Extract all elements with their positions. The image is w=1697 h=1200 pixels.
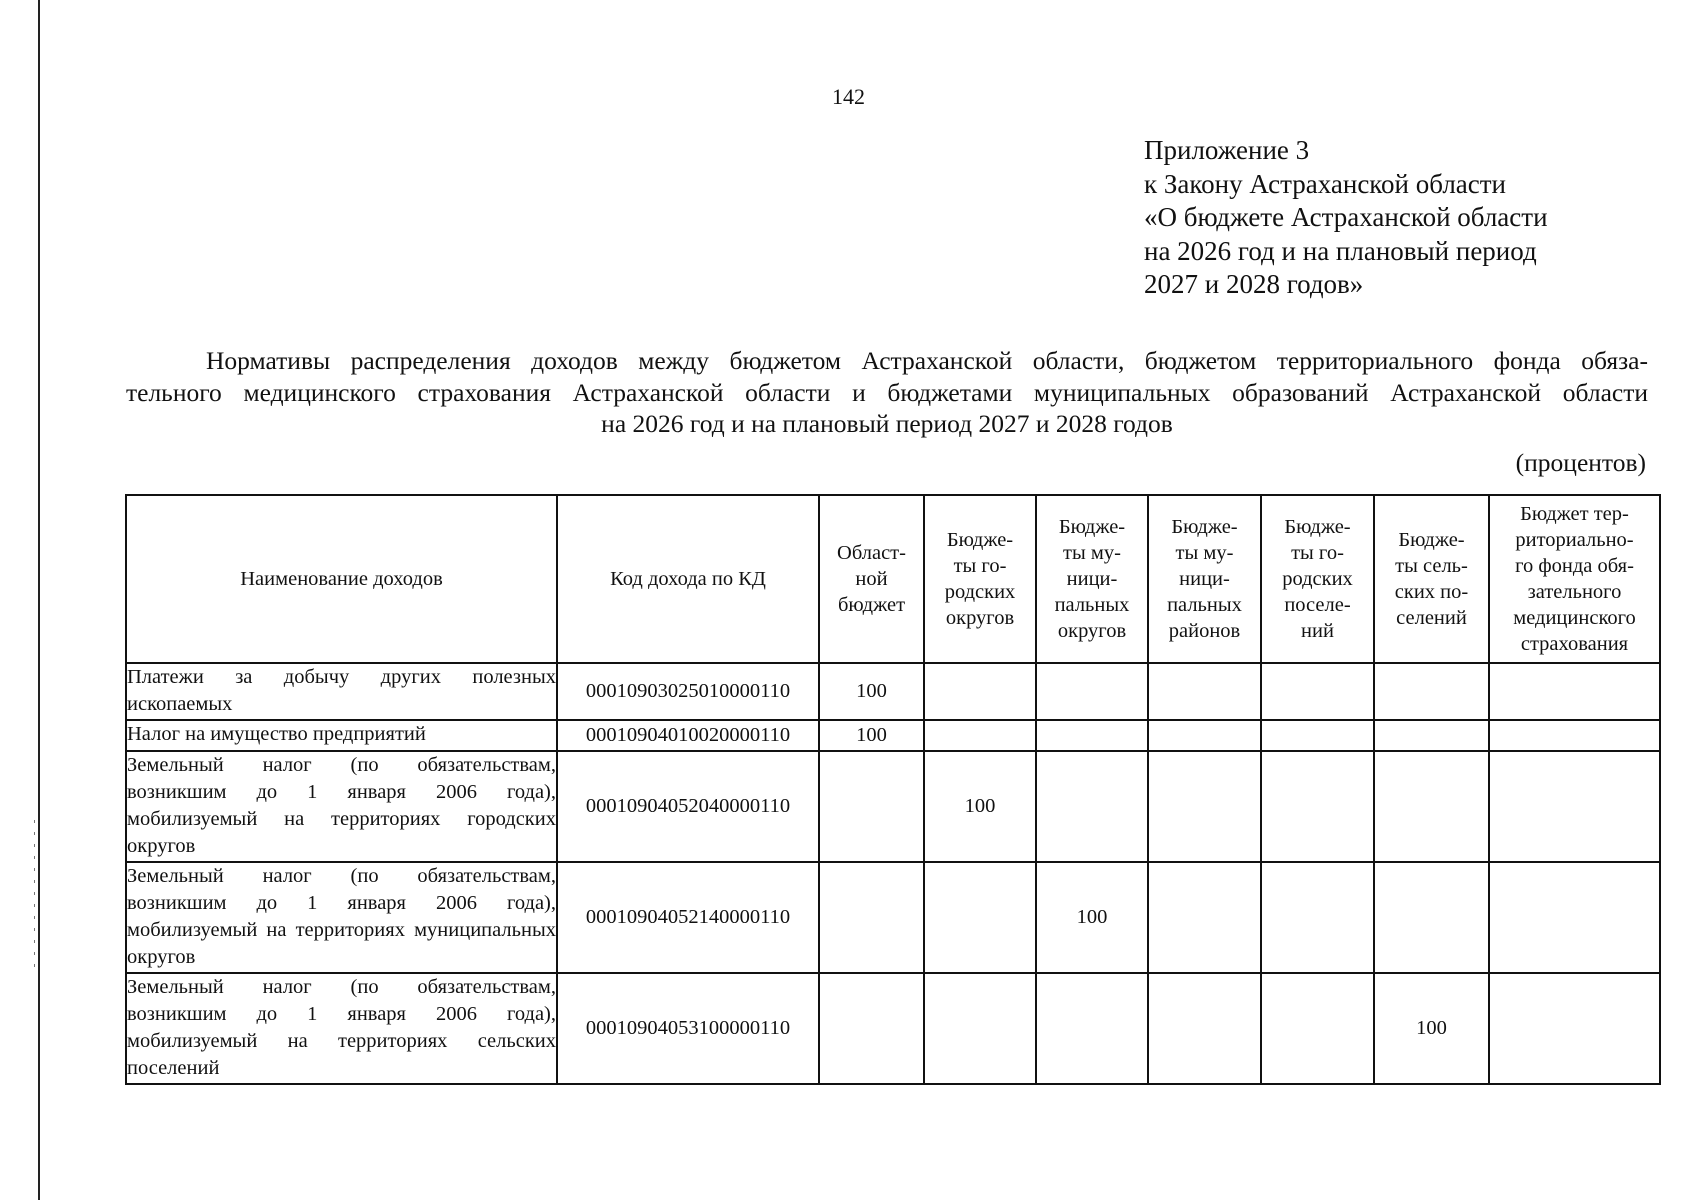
header-cell-text: Бюдже- ты го- родских поселе- ний — [1282, 516, 1353, 642]
appendix-line: к Закону Астраханской области — [1144, 168, 1507, 199]
row-value: 100 — [1374, 973, 1489, 1084]
header-city-districts — [924, 495, 1036, 663]
units-label: (процентов) — [1515, 448, 1646, 477]
row-value — [1148, 973, 1261, 1084]
row-value — [1148, 751, 1261, 862]
revenue-norms-table — [125, 494, 1661, 1085]
header-income-code — [557, 495, 819, 663]
header-cell-text: Бюдже- ты му- ници- пальных округов — [1054, 516, 1130, 642]
row-value: 100 — [1036, 862, 1148, 973]
title-line: Нормативы распределения доходов между бюджетом Астраханской области, бюджетом территориального фонда обяза- — [206, 346, 1648, 375]
header-urban-settlements — [1261, 495, 1374, 663]
row-value — [1489, 720, 1660, 751]
appendix-line: на 2026 год и на плановый период — [1144, 235, 1537, 266]
row-value — [1261, 751, 1374, 862]
page-number: 142 — [832, 84, 865, 109]
appendix-header — [1144, 134, 1548, 302]
row-value — [1489, 862, 1660, 973]
row-value — [1036, 973, 1148, 1084]
row-value — [1374, 862, 1489, 973]
row-income-name: Земельный налог (по обязательствам, возникшим до 1 января 2006 года), мобилизуемый на территориях сельских поселений — [126, 973, 557, 1084]
appendix-line: «О бюджете Астраханской области — [1144, 202, 1548, 232]
row-value — [1261, 720, 1374, 751]
row-income-code: 00010904052140000110 — [557, 862, 819, 973]
table-row — [126, 862, 1660, 973]
header-municipal-districts — [1036, 495, 1148, 663]
row-value — [1261, 973, 1374, 1084]
row-value — [1036, 663, 1148, 720]
header-cell-text: Код дохода по КД — [610, 568, 766, 590]
row-income-code: 00010904052040000110 — [557, 751, 819, 862]
row-value — [1489, 751, 1660, 862]
row-value — [1261, 663, 1374, 720]
header-rural-settlements — [1374, 495, 1489, 663]
row-value — [1148, 862, 1261, 973]
row-value: 100 — [924, 751, 1036, 862]
appendix-line: Приложение 3 — [1144, 135, 1310, 165]
header-cell-text: Бюдже- ты сель- ских по- селений — [1394, 529, 1469, 629]
row-income-code: 00010903025010000110 — [557, 663, 819, 720]
row-value — [819, 973, 924, 1084]
row-value: 100 — [819, 663, 924, 720]
row-income-code: 00010904053100000110 — [557, 973, 819, 1084]
row-value — [1374, 663, 1489, 720]
row-value: 100 — [819, 720, 924, 751]
row-value — [924, 862, 1036, 973]
header-cell-text: Бюдже- ты му- ници- пальных районов — [1167, 516, 1242, 642]
row-income-code: 00010904010020000110 — [557, 720, 819, 751]
header-municipal-areas — [1148, 495, 1261, 663]
row-value — [1374, 751, 1489, 862]
row-income-name: Земельный налог (по обязательствам, возникшим до 1 января 2006 года), мобилизуемый на территориях муниципальных округов — [126, 862, 557, 973]
row-value — [1489, 973, 1660, 1084]
header-cell-text: Бюдже- ты го- родских округов — [944, 529, 1016, 629]
header-cell-text: Област- ной бюджет — [837, 542, 906, 616]
appendix-line: 2027 и 2028 годов» — [1144, 269, 1364, 299]
row-value — [1489, 663, 1660, 720]
row-value — [1148, 663, 1261, 720]
document-title — [126, 345, 1648, 440]
title-line: на 2026 год и на плановый период 2027 и 2028 годов — [601, 409, 1173, 438]
header-medical-insurance-fund — [1489, 495, 1660, 663]
table-header-row — [126, 495, 1660, 663]
row-value — [924, 663, 1036, 720]
table-row — [126, 663, 1660, 720]
table-row — [126, 720, 1660, 751]
row-income-name: Земельный налог (по обязательствам, возникшим до 1 января 2006 года), мобилизуемый на территориях городских округов — [126, 751, 557, 862]
row-value — [1148, 720, 1261, 751]
header-cell-text: Наименование доходов — [240, 568, 443, 590]
row-value — [1374, 720, 1489, 751]
table-row — [126, 973, 1660, 1084]
row-value — [924, 720, 1036, 751]
row-value — [924, 973, 1036, 1084]
row-income-name: Платежи за добычу других полезных ископаемых — [126, 663, 557, 720]
row-value — [1036, 720, 1148, 751]
row-value — [1261, 862, 1374, 973]
left-margin-dotted-line — [34, 820, 35, 970]
row-value — [819, 862, 924, 973]
row-value — [819, 751, 924, 862]
title-line: тельного медицинского страхования Астраханской области и бюджетами муниципальных образований Астраханской области — [126, 377, 1648, 407]
header-cell-text: Бюджет тер- риториально- го фонда обя- зательного медицинского страхования — [1513, 503, 1636, 655]
row-value — [1036, 751, 1148, 862]
left-margin-line — [38, 0, 40, 1200]
row-income-name: Налог на имущество предприятий — [126, 720, 557, 751]
header-income-name — [126, 495, 557, 663]
header-regional-budget — [819, 495, 924, 663]
table-row — [126, 751, 1660, 862]
